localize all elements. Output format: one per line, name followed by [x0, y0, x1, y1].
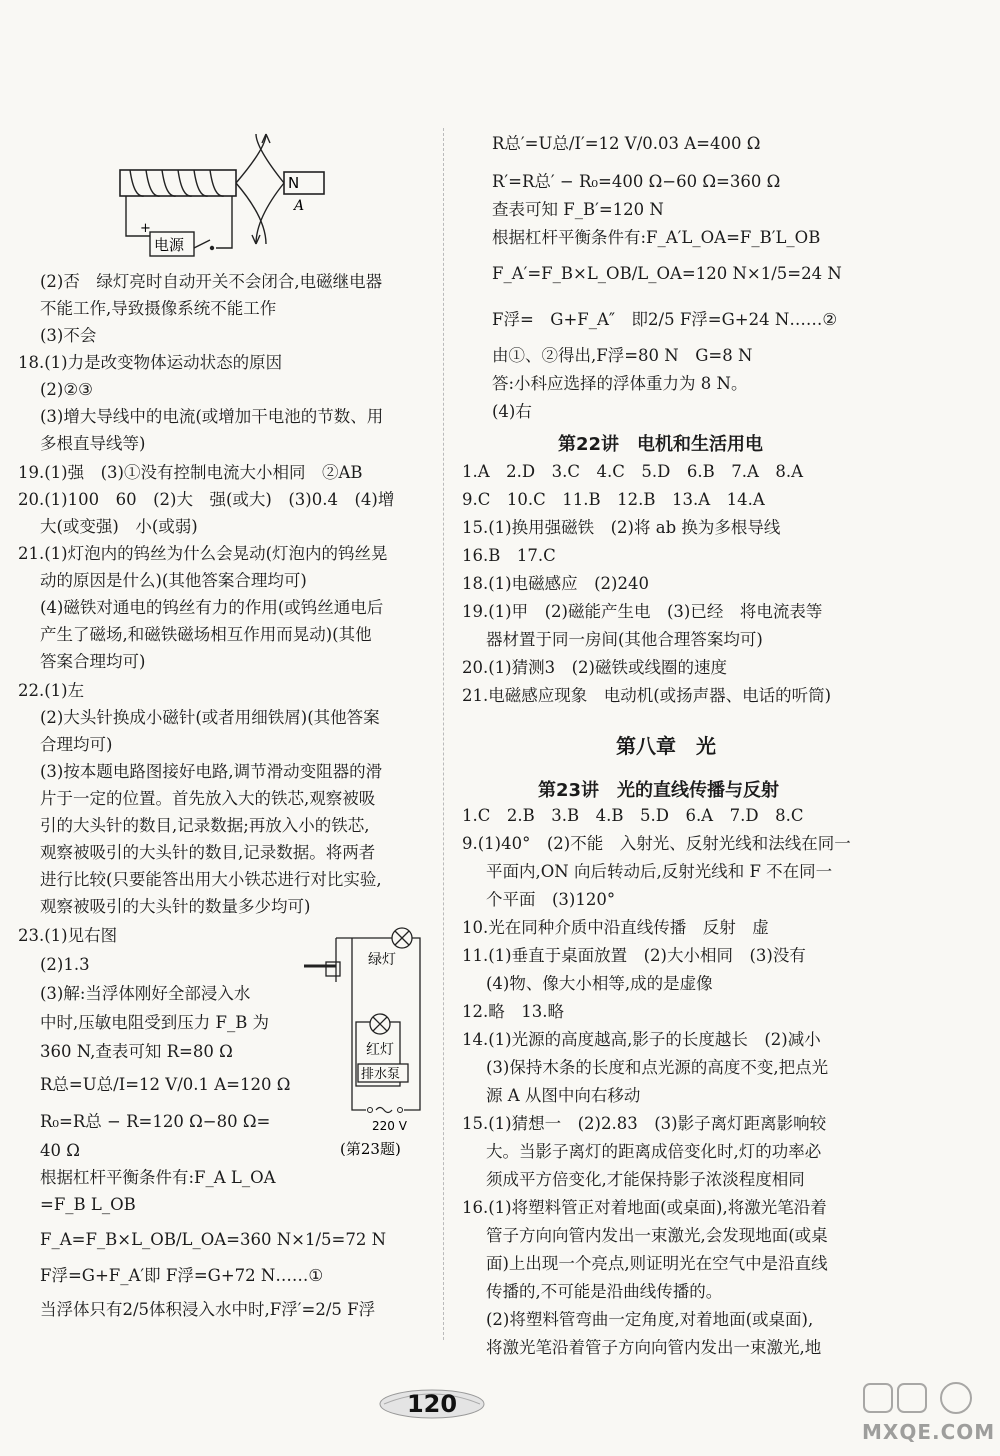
right-column: [462, 0, 982, 1456]
solenoid-figure: [116, 128, 356, 260]
answer-line: (2)否 绿灯亮时自动开关不会闭合,电磁继电器: [40, 272, 383, 291]
lecture-23-heading: 第23讲 光的直线传播与反射: [538, 780, 780, 801]
answer-line: 根据杠杆平衡条件有:F_A L_OA: [40, 1168, 276, 1187]
answer-line: 引的大头针的数目,记录数据;再放入小的铁芯,: [40, 816, 370, 835]
answer-line: 19.(1)甲 (2)磁能产生电 (3)已经 将电流表等: [462, 602, 823, 621]
answer-line: F_A′=F_B×L_OB/L_OA=120 N×1/5=24 N: [492, 264, 842, 283]
answer-line: 21.(1)灯泡内的钨丝为什么会晃动(灯泡内的钨丝晃: [18, 544, 388, 563]
answer-line: 传播的,不可能是沿曲线传播的。: [486, 1282, 723, 1301]
answer-line: 22.(1)左: [18, 681, 85, 700]
answer-line: 10.光在同种介质中沿直线传播 反射 虚: [462, 918, 769, 937]
answer-line: 个平面 (3)120°: [486, 890, 616, 909]
answer-line: 14.(1)光源的高度越高,影子的长度越长 (2)减小: [462, 1030, 821, 1049]
answer-line: R总′=U总/I′=12 V/0.03 A=400 Ω: [492, 134, 761, 153]
answer-line: 由①、②得出,F浮=80 N G=8 N: [492, 346, 753, 365]
answer-line: 19.(1)强 (3)①没有控制电流大小相同 ②AB: [18, 463, 363, 482]
answer-line: R′=R总′ − R₀=400 Ω−60 Ω=360 Ω: [492, 172, 781, 191]
answer-line: (2)将塑料管弯曲一定角度,对着地面(或桌面),: [486, 1310, 814, 1329]
answer-line: 20.(1)100 60 (2)大 强(或大) (3)0.4 (4)增: [18, 490, 395, 509]
answer-line: 将激光笔沿着管子方向向管内发出一束激光,地: [486, 1338, 822, 1357]
answer-line: (3)保持木条的长度和点光源的高度不变,把点光: [486, 1058, 829, 1077]
answer-line: 23.(1)见右图: [18, 926, 118, 945]
answer-line: =F_B L_OB: [40, 1195, 136, 1214]
answer-line: (3)解:当浮体刚好全部浸入水: [40, 984, 251, 1003]
answer-line: 12.略 13.略: [462, 1002, 564, 1021]
answer-line: R总=U总/I=12 V/0.1 A=120 Ω: [40, 1075, 291, 1094]
answer-line: (2)大头针换成小磁针(或者用细铁屑)(其他答案: [40, 708, 380, 727]
answer-line: 1.A 2.D 3.C 4.C 5.D 6.B 7.A 8.A: [462, 462, 804, 481]
answer-line: 40 Ω: [40, 1141, 80, 1160]
figure-caption: (第23题): [340, 1140, 401, 1156]
answer-line: (2)1.3: [40, 955, 90, 974]
answer-line: 16.B 17.C: [462, 546, 556, 565]
magnet-pole-label: N: [288, 174, 300, 192]
answer-line: 1.C 2.B 3.B 4.B 5.D 6.A 7.D 8.C: [462, 806, 804, 825]
answer-line: 产生了磁场,和磁铁磁场相互作用而晃动)(其他: [40, 625, 372, 644]
answer-line: R₀=R总 − R=120 Ω−80 Ω=: [40, 1112, 271, 1131]
answer-line: 大(或变强) 小(或弱): [40, 517, 198, 536]
answer-line: 11.(1)垂直于桌面放置 (2)大小相同 (3)没有: [462, 946, 806, 965]
answer-line: (3)按本题电路图接好电路,调节滑动变阻器的滑: [40, 762, 383, 781]
answer-line: F浮=G+F_A′即 F浮=G+72 N……①: [40, 1266, 324, 1285]
answer-line: 20.(1)猜测3 (2)磁铁或线圈的速度: [462, 658, 727, 677]
answer-line: 器材置于同一房间(其他合理答案均可): [486, 630, 763, 649]
magnet-a-label: A: [294, 198, 305, 214]
answer-line: 大。当影子离灯的距离成倍变化时,灯的功率必: [486, 1142, 822, 1161]
answer-line: 观察被吸引的大头针的数目,记录数据。将两者: [40, 843, 376, 862]
answer-line: 360 N,查表可知 R=80 Ω: [40, 1042, 233, 1061]
answer-line: 21.电磁感应现象 电动机(或扬声器、电话的听筒): [462, 686, 832, 705]
answer-line: (4)磁铁对通电的钨丝有力的作用(或钨丝通电后: [40, 598, 384, 617]
page-number-badge: [378, 1382, 486, 1422]
answer-line: 9.(1)40° (2)不能 入射光、反射光线和法线在同一: [462, 834, 851, 853]
answer-line: (2)②③: [40, 380, 93, 399]
answer-line: 18.(1)电磁感应 (2)240: [462, 574, 649, 593]
answer-line: 源 A 从图中向右移动: [486, 1086, 641, 1105]
answer-line: 进行比较(只要能答出用大小铁芯进行对比实验,: [40, 870, 382, 889]
watermark-logo: [860, 1380, 996, 1450]
answer-line: 15.(1)换用强磁铁 (2)将 ab 换为多根导线: [462, 518, 781, 537]
answer-line: 动的原因是什么)(其他答案合理均可): [40, 571, 307, 590]
answer-line: 答案合理均可): [40, 652, 146, 671]
red-lamp-label: 红灯: [366, 1042, 394, 1058]
page-number: 120: [406, 1390, 458, 1418]
answer-line: F_A=F_B×L_OB/L_OA=360 N×1/5=72 N: [40, 1230, 387, 1249]
answer-line: (4)右: [492, 402, 532, 421]
answer-line: 16.(1)将塑料管正对着地面(或桌面),将激光笔沿着: [462, 1198, 827, 1217]
left-column: [18, 0, 430, 1456]
answer-line: (3)增大导线中的电流(或增加干电池的节数、用: [40, 407, 384, 426]
answer-line: 根据杠杆平衡条件有:F_A′L_OA=F_B′L_OB: [492, 228, 821, 247]
lecture-22-heading: 第22讲 电机和生活用电: [558, 434, 764, 455]
answer-line: 合理均可): [40, 735, 113, 754]
answer-line: 当浮体只有2/5体积浸入水中时,F浮′=2/5 F浮: [40, 1300, 376, 1319]
answer-line: 18.(1)力是改变物体运动状态的原因: [18, 353, 283, 372]
answer-line: 管子方向向管内发出一束激光,会发现地面(或桌: [486, 1226, 828, 1245]
answer-line: 15.(1)猜想一 (2)2.83 (3)影子离灯距离影响较: [462, 1114, 827, 1133]
plus-label: +: [140, 221, 151, 236]
answer-line: 多根直导线等): [40, 434, 146, 453]
answer-line: F浮= G+F_A″ 即2/5 F浮=G+24 N……②: [492, 310, 838, 329]
answer-line: (4)物、像大小相等,成的是虚像: [486, 974, 713, 993]
answer-line: 平面内,ON 向后转动后,反射光线和 F 不在同一: [486, 862, 833, 881]
green-lamp-label: 绿灯: [368, 952, 396, 968]
answer-line: 片于一定的位置。首先放入大的铁芯,观察被吸: [40, 789, 376, 808]
chapter-8-heading: 第八章 光: [616, 734, 716, 758]
answer-line: 面)上出现一个亮点,则证明光在空气中是沿直线: [486, 1254, 828, 1273]
answer-line: 9.C 10.C 11.B 12.B 13.A 14.A: [462, 490, 765, 509]
answer-line: 须成平方倍变化,才能保持影子浓淡程度相同: [486, 1170, 805, 1189]
column-divider: [443, 128, 444, 1340]
answer-line: 答:小科应选择的浮体重力为 8 N。: [492, 374, 748, 393]
answer-line: 查表可知 F_B′=120 N: [492, 200, 664, 219]
answer-line: (3)不会: [40, 326, 97, 345]
power-label: 电源: [154, 236, 185, 254]
voltage-label: 220 V: [372, 1119, 407, 1133]
answer-line: 中时,压敏电阻受到压力 F_B 为: [40, 1013, 270, 1032]
watermark-text: MXQE.COM: [862, 1420, 996, 1444]
lamp-circuit-figure: [300, 924, 430, 1156]
answer-line: 观察被吸引的大头针的数量多少均可): [40, 897, 311, 916]
answer-line: 不能工作,导致摄像系统不能工作: [40, 299, 277, 318]
pump-label: 排水泵: [361, 1067, 401, 1082]
